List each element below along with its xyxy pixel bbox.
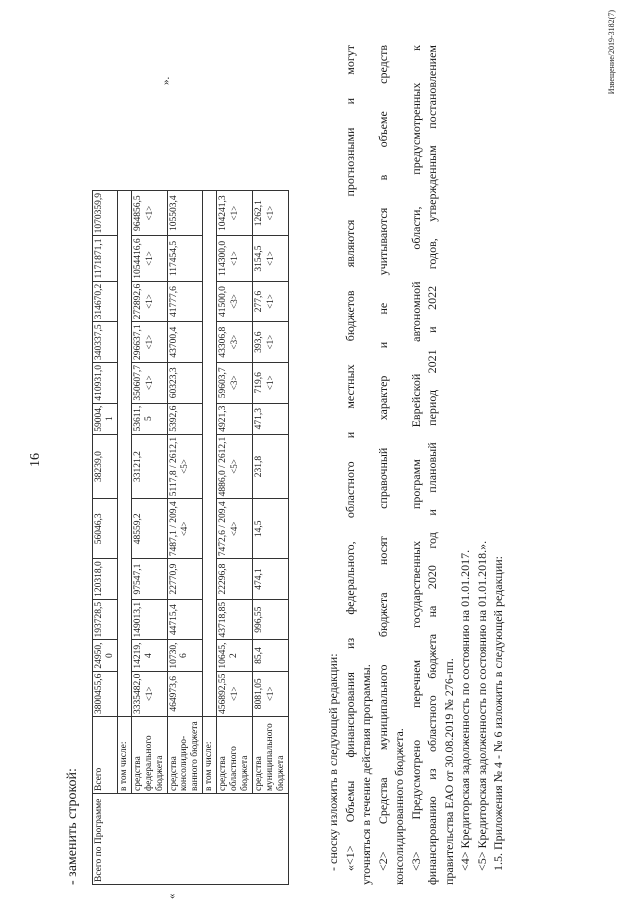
table-cell: 38239,0 [93, 434, 118, 499]
table-cell [131, 322, 167, 363]
funding-source-label: средства областного бюджета [217, 717, 253, 794]
cell-value: 149013,1 [132, 601, 143, 638]
table-cell [217, 322, 253, 363]
cell-value: 14,5 [253, 520, 264, 538]
table-row [93, 190, 118, 884]
table-cell [131, 434, 167, 499]
cell-value: 719,6 [253, 372, 264, 394]
funding-source-label: средства федерального бюджета [131, 717, 167, 794]
cell-value: 456892,55 [218, 673, 229, 714]
cell-value: 10730, 6 [168, 642, 190, 669]
funding-source-label: средства муниципального бюджета [252, 717, 288, 794]
table-cell [252, 190, 288, 235]
table-cell [131, 281, 167, 322]
cell-value: 471,3 [253, 407, 264, 430]
table-cell [217, 362, 253, 403]
table-row [167, 190, 203, 884]
table-row [117, 190, 131, 884]
table-cell [131, 640, 167, 671]
table-cell [167, 559, 203, 600]
cell-value: 59603,7 [218, 367, 229, 399]
table-cell [167, 499, 203, 559]
cell-footnote-mark: <1> [143, 205, 154, 221]
cell-footnote-mark: <1> [143, 334, 154, 350]
cell-value: 43700,4 [168, 326, 179, 358]
table-cell [217, 236, 253, 281]
cell-value: 48559,2 [132, 513, 143, 545]
table-cell [252, 434, 288, 499]
cell-value: 350607,7 [132, 364, 143, 401]
cell-value: 7472,6 / 209,4 [218, 501, 229, 557]
cell-footnote-mark: <1> [229, 686, 240, 702]
cell-value: 105503,4 [168, 195, 179, 231]
in-that-label: в том числе: [117, 717, 131, 794]
table-cell [131, 599, 167, 640]
table-cell: 193728,5 [93, 599, 118, 640]
footnotes [325, 45, 507, 885]
footnote-3: <3> Предусмотрено перечнем государственных программ Еврейской автономной области, предусмотренных к [408, 45, 423, 871]
cell-value: 33121,2 [132, 451, 143, 482]
table-cell [252, 559, 288, 600]
table-cell [217, 434, 253, 499]
cell-value: 464973,6 [168, 676, 179, 712]
cell-value: 114300,0 [218, 240, 229, 277]
table-cell: 410931,0 [93, 362, 118, 403]
table-cell [252, 640, 288, 671]
table-cell: 3800455,6 [93, 671, 118, 716]
cell-footnote-mark: <1> [264, 375, 275, 391]
cell-value: 7487,1 / 209,4 [168, 501, 179, 557]
cell-value: 53611, 5 [132, 405, 154, 432]
page-number: 16 [28, 453, 43, 467]
table-cell: 1070359,9 [93, 190, 118, 235]
table-cell [252, 236, 288, 281]
cell-value: 474,1 [253, 568, 264, 590]
cell-value: 22770,9 [168, 563, 179, 595]
table-cell: 24950, 0 [93, 640, 118, 671]
cell-value: 4886,0 / 2612,1 [218, 436, 229, 497]
table-cell [167, 281, 203, 322]
table-cell: 340337,5 [93, 322, 118, 363]
cell-value: 10645, 2 [218, 642, 240, 669]
cell-value: 104241,3 [218, 195, 229, 231]
footnote-2: <2> Средства муниципального бюджета носят справочный характер и не учитываются в объеме средств [375, 45, 390, 871]
cell-footnote-mark: <1> [264, 294, 275, 309]
opening-quote: « [166, 893, 178, 899]
table-cell: 59004, 1 [93, 403, 118, 434]
cell-value: 296637,1 [132, 324, 143, 360]
table-cell [117, 190, 131, 716]
cell-value: 964856,5 [132, 195, 143, 231]
table-cell: 314670,2 [93, 281, 118, 322]
cell-value: 277,6 [253, 290, 264, 313]
cell-value: 85,4 [253, 647, 264, 664]
table-cell [131, 559, 167, 600]
table-cell [131, 403, 167, 434]
footnote-1: «<1> Объемы финансирования из федерального, областного и местных бюджетов являются прогнозными и могут [342, 45, 357, 871]
replace-instruction: - заменить строкой: [65, 768, 80, 885]
cell-footnote-mark: <5> [179, 459, 190, 474]
table-cell: 1171871,1 [93, 236, 118, 281]
table-cell [167, 190, 203, 235]
cell-value: 5117,8 / 2612,1 [168, 436, 179, 497]
cell-value: 97547,1 [132, 563, 143, 595]
table-cell [131, 190, 167, 235]
table-cell [217, 190, 253, 235]
program-total-label: Всего по Программе [93, 794, 289, 885]
table-cell [252, 322, 288, 363]
cell-value: 393,6 [253, 331, 264, 353]
amendment-item: 1.5. Приложения № 4 - № 6 изложить в следующей редакции: [491, 555, 505, 871]
table-row [217, 190, 253, 884]
funding-source-label: средства консолидиро-ванного бюджета [167, 717, 203, 794]
footnote-5: <5> Кредиторская задолженность по состоянию на 01.01.2018.». [474, 540, 489, 871]
footnote-1-cont: уточняться в течение действия программы. [359, 664, 373, 885]
table-cell [167, 236, 203, 281]
table-cell [217, 403, 253, 434]
cell-value: 3335482,0 [132, 673, 143, 714]
footnote-lead: - сноску изложить в следующей редакции: [326, 653, 340, 871]
table-cell [131, 236, 167, 281]
cell-value: 272892,6 [132, 283, 143, 320]
table-cell [217, 599, 253, 640]
table-cell [217, 559, 253, 600]
cell-value: 14219, 4 [132, 642, 154, 669]
table-cell [252, 281, 288, 322]
cell-value: 41777,6 [168, 286, 179, 317]
table-cell [252, 403, 288, 434]
in-that-label: в том числе: [203, 717, 217, 794]
footnote-3-end: правительства ЕАО от 30.08.2019 № 276-пп. [441, 658, 456, 885]
footnote-4: <4> Кредиторская задолженность по состоянию на 01.01.2017. [458, 549, 472, 871]
document-stamp: Извещение/2019-3182(7) [607, 10, 616, 95]
cell-footnote-mark: <4> [229, 521, 240, 537]
cell-value: 1262,1 [253, 200, 264, 227]
footnote-3-cont: финансированию из областного бюджета на 2020 год и плановый период 2021 и 2022 годов, утвержденным постановлением [425, 45, 439, 885]
table-cell [252, 499, 288, 559]
table-cell [167, 434, 203, 499]
cell-value: 43306,8 [218, 326, 229, 358]
cell-value: 44715,4 [168, 604, 179, 636]
table-cell [217, 499, 253, 559]
table-row [131, 190, 167, 884]
table-cell: 56046,3 [93, 499, 118, 559]
cell-value: 117454,5 [168, 240, 179, 277]
table-cell [131, 362, 167, 403]
table-cell [217, 671, 253, 716]
cell-footnote-mark: <3> [229, 375, 240, 391]
cell-footnote-mark: <3> [229, 334, 240, 350]
table-row [203, 190, 217, 884]
cell-value: 3154,5 [253, 245, 264, 272]
table-cell [217, 281, 253, 322]
cell-footnote-mark: <1> [264, 334, 275, 350]
table-cell [131, 499, 167, 559]
cell-footnote-mark: <4> [179, 521, 190, 537]
cell-value: 8081,05 [253, 678, 264, 710]
cell-value: 60323,3 [168, 367, 179, 399]
funding-table [92, 190, 289, 885]
cell-footnote-mark: <1> [264, 686, 275, 702]
cell-footnote-mark: <1> [143, 251, 154, 266]
footnote-2-cont: консолидированного бюджета. [392, 728, 406, 885]
cell-footnote-mark: <1> [143, 686, 154, 702]
total-label: Всего [93, 717, 118, 794]
cell-value: 41500,0 [218, 286, 229, 317]
cell-value: 4921,3 [218, 405, 229, 432]
cell-footnote-mark: <1> [143, 375, 154, 391]
table-cell [167, 640, 203, 671]
table-cell [167, 322, 203, 363]
cell-value: 43718,85 [218, 601, 229, 638]
cell-value: 1054416,6 [132, 238, 143, 279]
table-cell [131, 671, 167, 716]
table-cell [167, 671, 203, 716]
table-cell [217, 640, 253, 671]
cell-value: 231,8 [253, 455, 264, 478]
cell-footnote-mark: <1> [229, 205, 240, 221]
cell-footnote-mark: <5> [229, 459, 240, 474]
table-cell [203, 190, 217, 716]
table-row [252, 190, 288, 884]
table-cell [252, 362, 288, 403]
cell-footnote-mark: <1> [143, 294, 154, 309]
cell-value: 996,55 [253, 606, 264, 633]
cell-value: 22296,8 [218, 563, 229, 595]
cell-value: 5392,6 [168, 405, 179, 432]
table-cell [167, 403, 203, 434]
table-cell [252, 599, 288, 640]
cell-footnote-mark: <3> [229, 294, 240, 309]
cell-footnote-mark: <1> [229, 251, 240, 266]
table-cell [252, 671, 288, 716]
closing-quote: ». [160, 76, 172, 85]
cell-footnote-mark: <1> [264, 205, 275, 221]
cell-footnote-mark: <1> [264, 251, 275, 266]
table-cell [167, 362, 203, 403]
table-cell [167, 599, 203, 640]
table-cell: 120318,0 [93, 559, 118, 600]
